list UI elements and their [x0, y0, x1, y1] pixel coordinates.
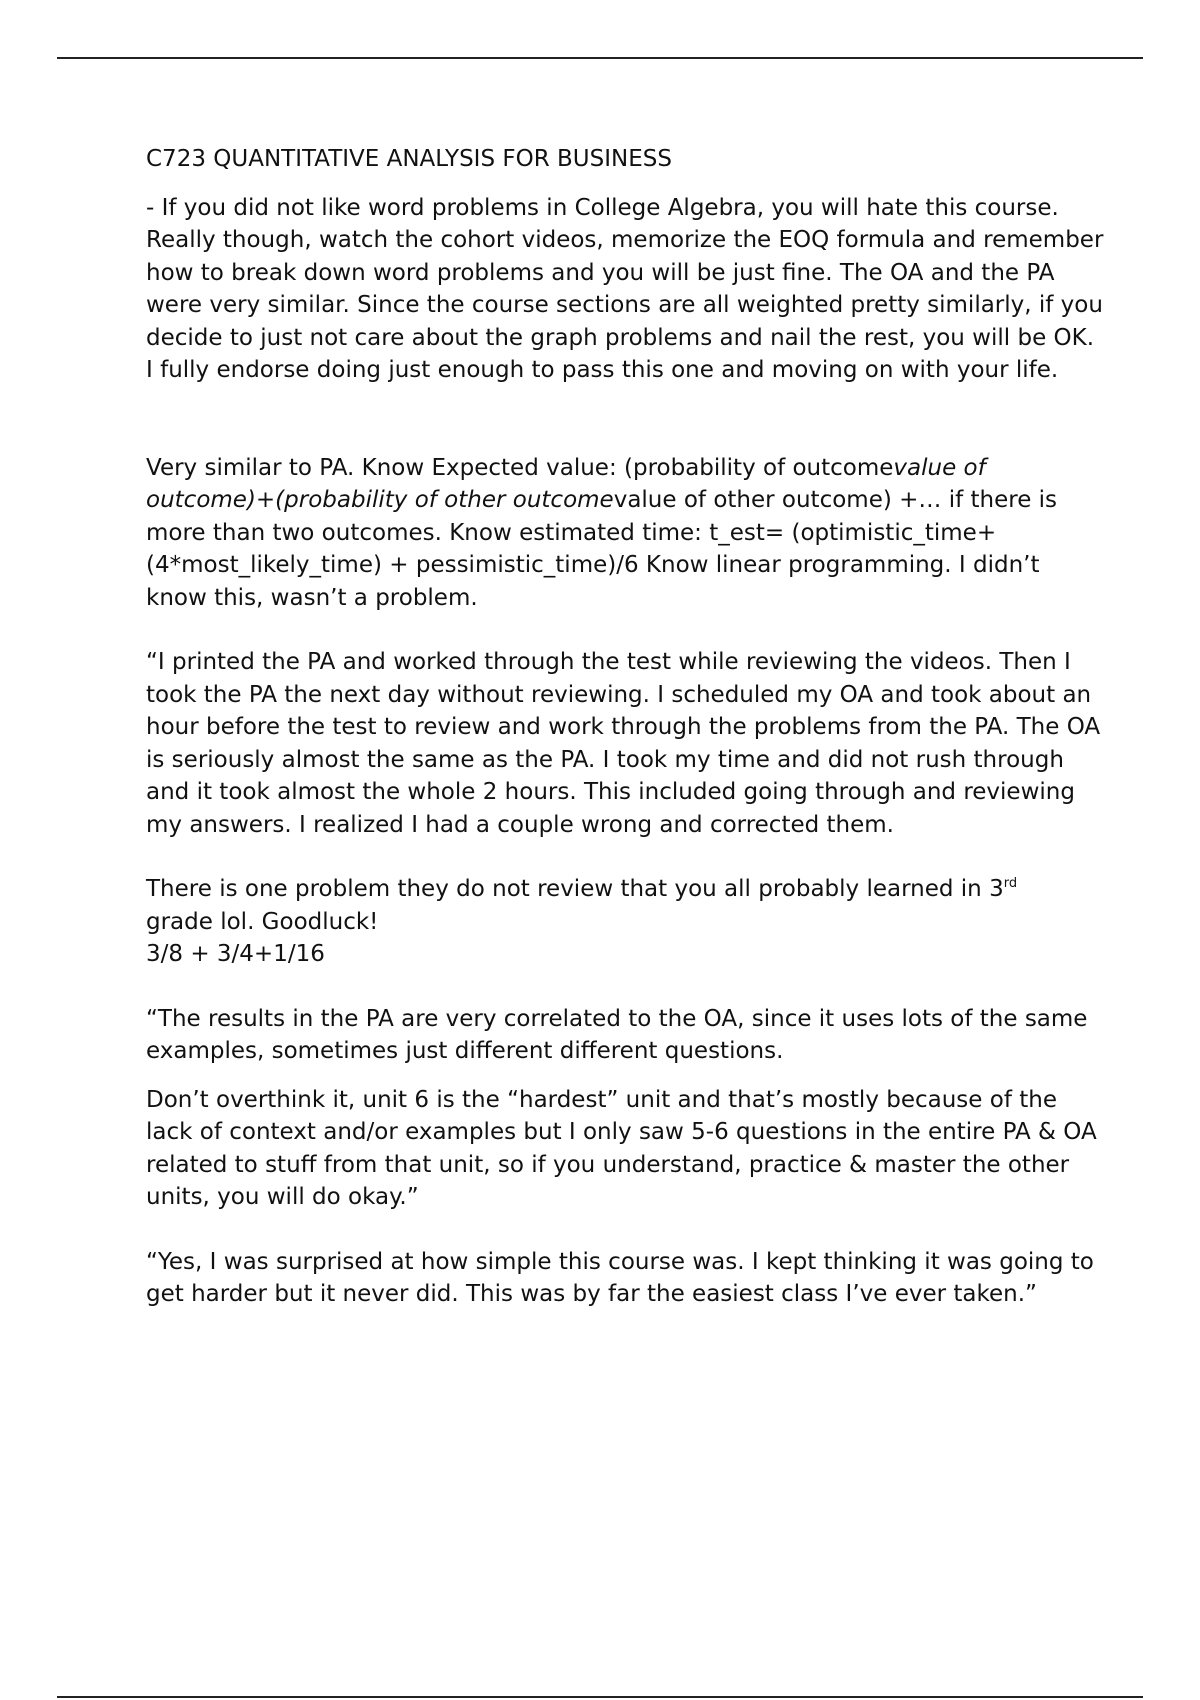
expected-value-text-a: Very similar to PA. Know Expected value: (probability of outcome — [146, 454, 894, 481]
paragraph-word-problems: - If you did not like word problems in College Algebra, you will hate this course. Really though, watch the cohort videos, memorize the EOQ formula and remember how to break down word problems and you will be just fine. The OA and the PA were very similar. Since the course sections are all weighted pretty similarly, if you decide to just not care about the graph problems and nail the rest, you will be OK. I fully endorse doing just enough to pass this one and moving on with your life. — [146, 194, 1104, 383]
paragraph-third-grade — [146, 873, 1106, 971]
expected-value-text-italic: value of outcome)+(probability of other outcome — [146, 454, 986, 513]
document-title: C723 QUANTITATIVE ANALYSIS FOR BUSINESS — [146, 146, 672, 172]
third-grade-text: There is one problem they do not review that you all probably learned in 3 — [146, 876, 1004, 902]
bottom-rule — [57, 1696, 1143, 1698]
document-body — [146, 143, 1106, 1311]
paragraph-unit-6: Don’t overthink it, unit 6 is the “hardest” unit and that’s mostly because of the lack of context and/or examples but I only saw 5-6 questions in the entire PA & OA related to stuff from that unit, so if you understand, practice & master the other units, you will do okay.” — [146, 1086, 1097, 1210]
paragraph-printed-pa: “I printed the PA and worked through the test while reviewing the videos. Then I took the PA the next day without reviewing. I scheduled my OA and took about an hour before the test to review and work through the problems from the PA. The OA is seriously almost the same as the PA. I took my time and did not rush through and it took almost the whole 2 hours. This included going through and reviewing my answers. I realized I had a couple wrong and corrected them. — [146, 649, 1101, 838]
paragraph-results-correlated: “The results in the PA are very correlated to the OA, since it uses lots of the same examples, sometimes just different different questions. — [146, 1005, 1088, 1064]
third-grade-line2: grade lol. Goodluck! — [146, 908, 379, 935]
paragraph-expected-value — [146, 452, 1106, 615]
paragraph-simple-course: “Yes, I was surprised at how simple this course was. I kept thinking it was going to get harder but it never did. This was by far the easiest class I’ve ever taken.” — [146, 1248, 1094, 1307]
top-rule — [57, 57, 1143, 59]
ordinal-superscript: rd — [1003, 876, 1018, 891]
expected-value-text-c: value of other outcome) +… if there is more than two outcomes. Know estimated time: t_est= (optimistic_time+(4*most_likely_time) + pessimistic_time)/6 Know linear programming. I didn’t know this, wasn’t a problem. — [146, 487, 1058, 611]
fraction-equation: 3/8 + 3/4+1/16 — [146, 941, 325, 967]
